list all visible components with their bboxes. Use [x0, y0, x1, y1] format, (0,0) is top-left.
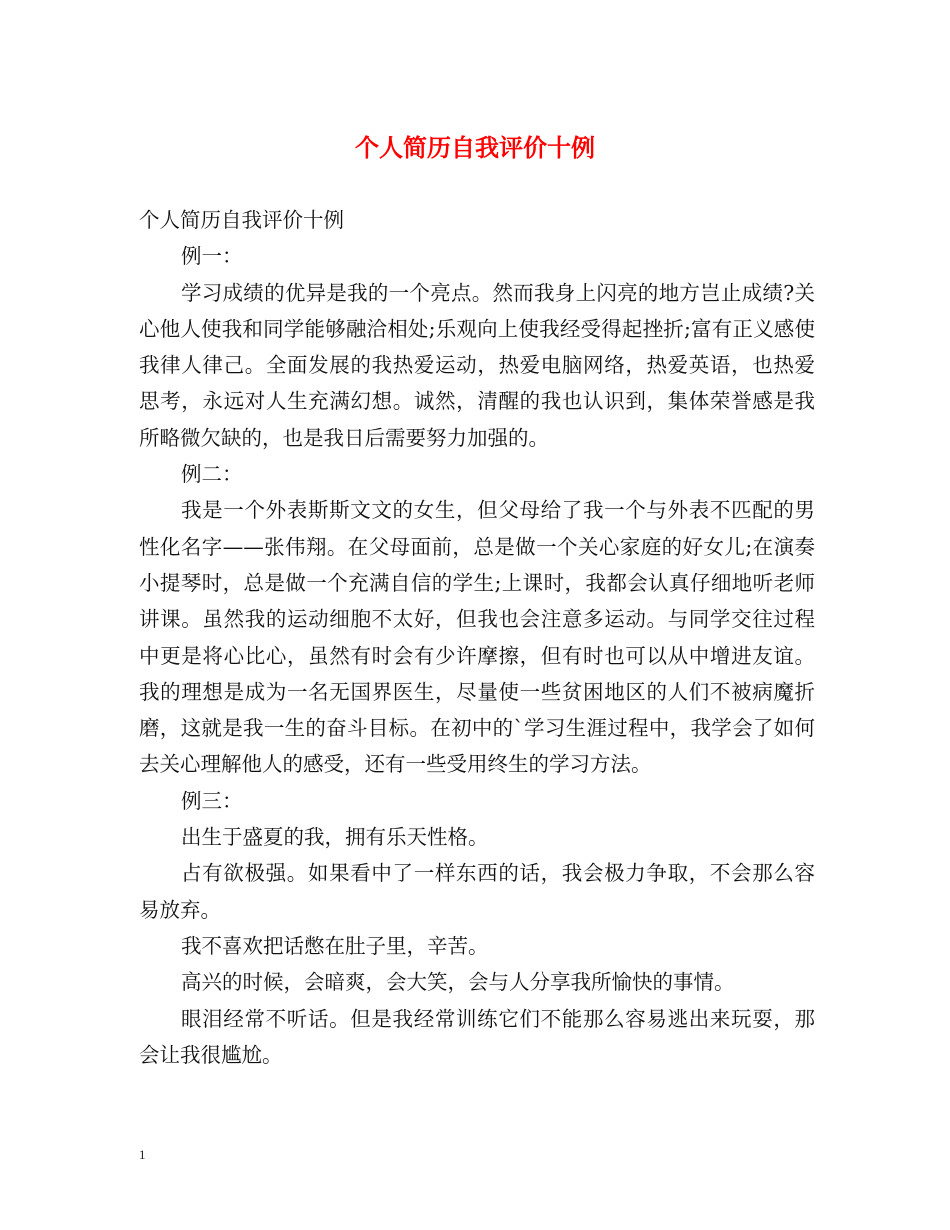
paragraph-example-3-line-2: 占有欲极强。如果看中了一样东西的话，我会极力争取，不会那么容易放弃。 [139, 861, 815, 922]
paragraph-example-2-text: 我是一个外表斯斯文文的女生，但父母给了我一个与外表不匹配的男性化名字——张伟翔。在父母面前，总是做一个关心家庭的好女儿;在演奏小提琴时，总是做一个充满自信的学生;上课时，我都会认真仔细地听老师讲课。虽然我的运动细胞不太好，但我也会注意多运动。与同学交往过程中更是将心比心，虽然有时会有少许摩擦，但有时也可以从中增进友谊。我的理想是成为一名无国界医生，尽量使一些贫困地区的人们不被病魔折磨，这就是我一生的奋斗目标。在初中的`学习生涯过程中，我学会了如何去关心理解他人的感受，还有一些受用终生的学习方法。 [139, 498, 815, 777]
paragraph-example-3-line-4: 高兴的时候，会暗爽，会大笑，会与人分享我所愉快的事情。 [181, 970, 735, 995]
document-body [139, 202, 815, 1073]
paragraph-example-3-line-1: 出生于盛夏的我，拥有乐天性格。 [181, 825, 489, 850]
paragraph-example-3-line-3: 我不喜欢把话憋在肚子里，辛苦。 [181, 933, 489, 958]
document-title: 个人简历自我评价十例 [355, 133, 595, 162]
paragraph-example-2-label: 例二： [181, 462, 243, 487]
page-number: 1 [139, 1147, 146, 1162]
paragraph-example-1-label: 例一： [181, 244, 243, 269]
paragraph-example-1-text: 学习成绩的优异是我的一个亮点。然而我身上闪亮的地方岂止成绩?关心他人使我和同学能够融洽相处;乐观向上使我经受得起挫折;富有正义感使我律人律己。全面发展的我热爱运动，热爱电脑网络，热爱英语，也热爱思考，永远对人生充满幻想。诚然，清醒的我也认识到，集体荣誉感是我所略微欠缺的，也是我日后需要努力加强的。 [139, 280, 815, 450]
paragraph-example-3-line-5: 眼泪经常不听话。但是我经常训练它们不能那么容易逃出来玩耍，那会让我很尴尬。 [139, 1006, 815, 1067]
paragraph-example-3-label: 例三： [181, 788, 243, 813]
document-heading: 个人简历自我评价十例 [139, 208, 344, 232]
